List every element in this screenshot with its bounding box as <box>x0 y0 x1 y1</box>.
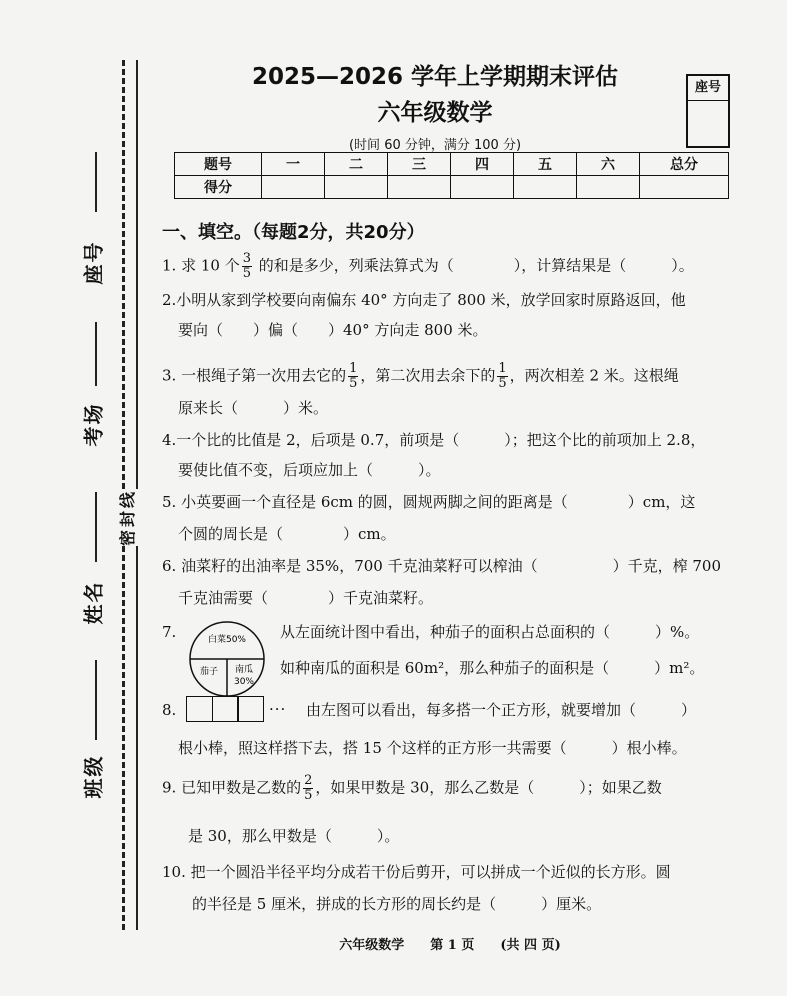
score-cell[interactable] <box>388 176 451 199</box>
class-blank[interactable] <box>95 660 97 740</box>
question-7-line-2: 如种南瓜的面积是 60m²，那么种茄子的面积是（ ）m²。 <box>280 659 705 677</box>
question-6-line-1: 6. 油菜籽的出油率是 35%，700 千克油菜籽可以榨油（ ）千克，榨 700 <box>162 557 721 575</box>
exam-time-note: (时间 60 分钟，满分 100 分) <box>348 138 522 153</box>
class-label: 班级 <box>81 754 106 799</box>
square-figure <box>237 696 264 722</box>
pie-label-eggplant: 茄子 <box>199 667 219 677</box>
score-header-cell: 四 <box>451 153 514 176</box>
score-cell[interactable] <box>640 176 729 199</box>
seat-number-label: 座号 <box>81 240 106 285</box>
question-8-line-1: 由左图可以看出，每多搭一个正方形，就要增加（ ） <box>306 701 697 719</box>
score-header-cell: 五 <box>514 153 577 176</box>
fraction: $\frac{3}{5}$ <box>242 251 251 281</box>
score-header-cell: 题号 <box>175 153 262 176</box>
score-header-cell: 三 <box>388 153 451 176</box>
question-6-line-2: 千克油需要（ ）千克油菜籽。 <box>178 589 434 607</box>
score-cell[interactable] <box>451 176 514 199</box>
pie-label-pumpkin-pct: 30% <box>233 677 255 687</box>
exam-room-label: 考场 <box>81 402 106 447</box>
question-7-line-1: 从左面统计图中看出，种茄子的面积占总面积的（ ）%。 <box>280 623 700 641</box>
question-9-line-1: 9. 已知甲数是乙数的 $\frac{2}{5}$ ，如果甲数是 30，那么乙数是（ ）；如果乙数 <box>162 773 662 803</box>
name-blank[interactable] <box>95 492 97 562</box>
question-8-number: 8. <box>162 701 177 719</box>
question-10-line-2: 的半径是 5 厘米，拼成的长方形的周长约是（ ）厘米。 <box>192 895 602 913</box>
question-2-line-1: 2.小明从家到学校要向南偏东 40° 方向走了 800 米，放学回家时原路返回，他 <box>162 291 686 309</box>
score-cell[interactable] <box>262 176 325 199</box>
question-5-line-2: 个圆的周长是（ ）cm。 <box>178 525 396 543</box>
name-label: 姓名 <box>81 580 106 625</box>
fraction: $\frac{2}{5}$ <box>304 773 313 803</box>
score-cell[interactable] <box>325 176 388 199</box>
pie-label-pumpkin: 南瓜 <box>234 665 254 675</box>
section-1-title: 一、填空。（每题2分，共20分） <box>162 222 425 243</box>
seal-line-label: 密封线 <box>113 489 140 546</box>
question-1: 1. 求 10 个 $\frac{3}{5}$ 的和是多少，列乘法算式为（ ），计算结果是（ ）。 <box>162 251 694 281</box>
seat-number-blank[interactable] <box>95 152 97 212</box>
score-cell[interactable] <box>514 176 577 199</box>
question-3-line-1: 3. 一根绳子第一次用去它的 $\frac{1}{5}$ ，第二次用去余下的 $\frac{1}{5}$ ，两次相差 2 米。这根绳 <box>162 361 679 391</box>
score-header-cell: 总分 <box>640 153 729 176</box>
fraction: $\frac{1}{5}$ <box>498 361 507 391</box>
score-header-cell: 六 <box>577 153 640 176</box>
fraction: $\frac{1}{5}$ <box>349 361 358 391</box>
score-table <box>174 152 729 199</box>
pie-chart <box>188 620 266 698</box>
exam-subject: 六年级数学 <box>377 100 493 126</box>
question-4-line-2: 要使比值不变，后项应加上（ ）。 <box>178 461 441 479</box>
matchstick-squares <box>186 696 286 722</box>
exam-title: 2025—2026 学年上学期期末评估 <box>251 64 619 90</box>
square-figure <box>186 696 213 722</box>
binding-margin <box>0 0 150 996</box>
question-7-number: 7. <box>162 623 177 641</box>
score-row-label: 得分 <box>175 176 262 199</box>
score-table-score-row <box>175 176 729 199</box>
square-figure <box>212 696 239 722</box>
question-3-line-2: 原来长（ ）米。 <box>178 399 329 417</box>
question-9-line-2: 是 30，那么甲数是（ ）。 <box>188 827 400 845</box>
page-footer: 六年级数学 第 1 页 (共 四 页) <box>339 938 561 953</box>
question-10-line-1: 10. 把一个圆沿半径平均分成若干份后剪开，可以拼成一个近似的长方形。圆 <box>162 863 671 881</box>
question-2-line-2: 要向（ ）偏（ ）40° 方向走 800 米。 <box>178 321 488 339</box>
score-cell[interactable] <box>577 176 640 199</box>
question-5-line-1: 5. 小英要画一个直径是 6cm 的圆，圆规两脚之间的距离是（ ）cm，这 <box>162 493 696 511</box>
pie-label-cabbage: 白菜50% <box>207 635 247 645</box>
question-4-line-1: 4.一个比的比值是 2，后项是 0.7，前项是（ ）；把这个比的前项加上 2.8， <box>162 431 706 449</box>
score-table-header-row <box>175 153 729 176</box>
seat-number-box[interactable] <box>686 74 730 148</box>
ellipsis: ··· <box>269 700 287 718</box>
question-8-line-2: 根小棒，照这样搭下去，搭 15 个这样的正方形一共需要（ ）根小棒。 <box>178 739 687 757</box>
score-header-cell: 二 <box>325 153 388 176</box>
seat-box-label: 座号 <box>688 76 728 101</box>
score-header-cell: 一 <box>262 153 325 176</box>
exam-room-blank[interactable] <box>95 322 97 386</box>
